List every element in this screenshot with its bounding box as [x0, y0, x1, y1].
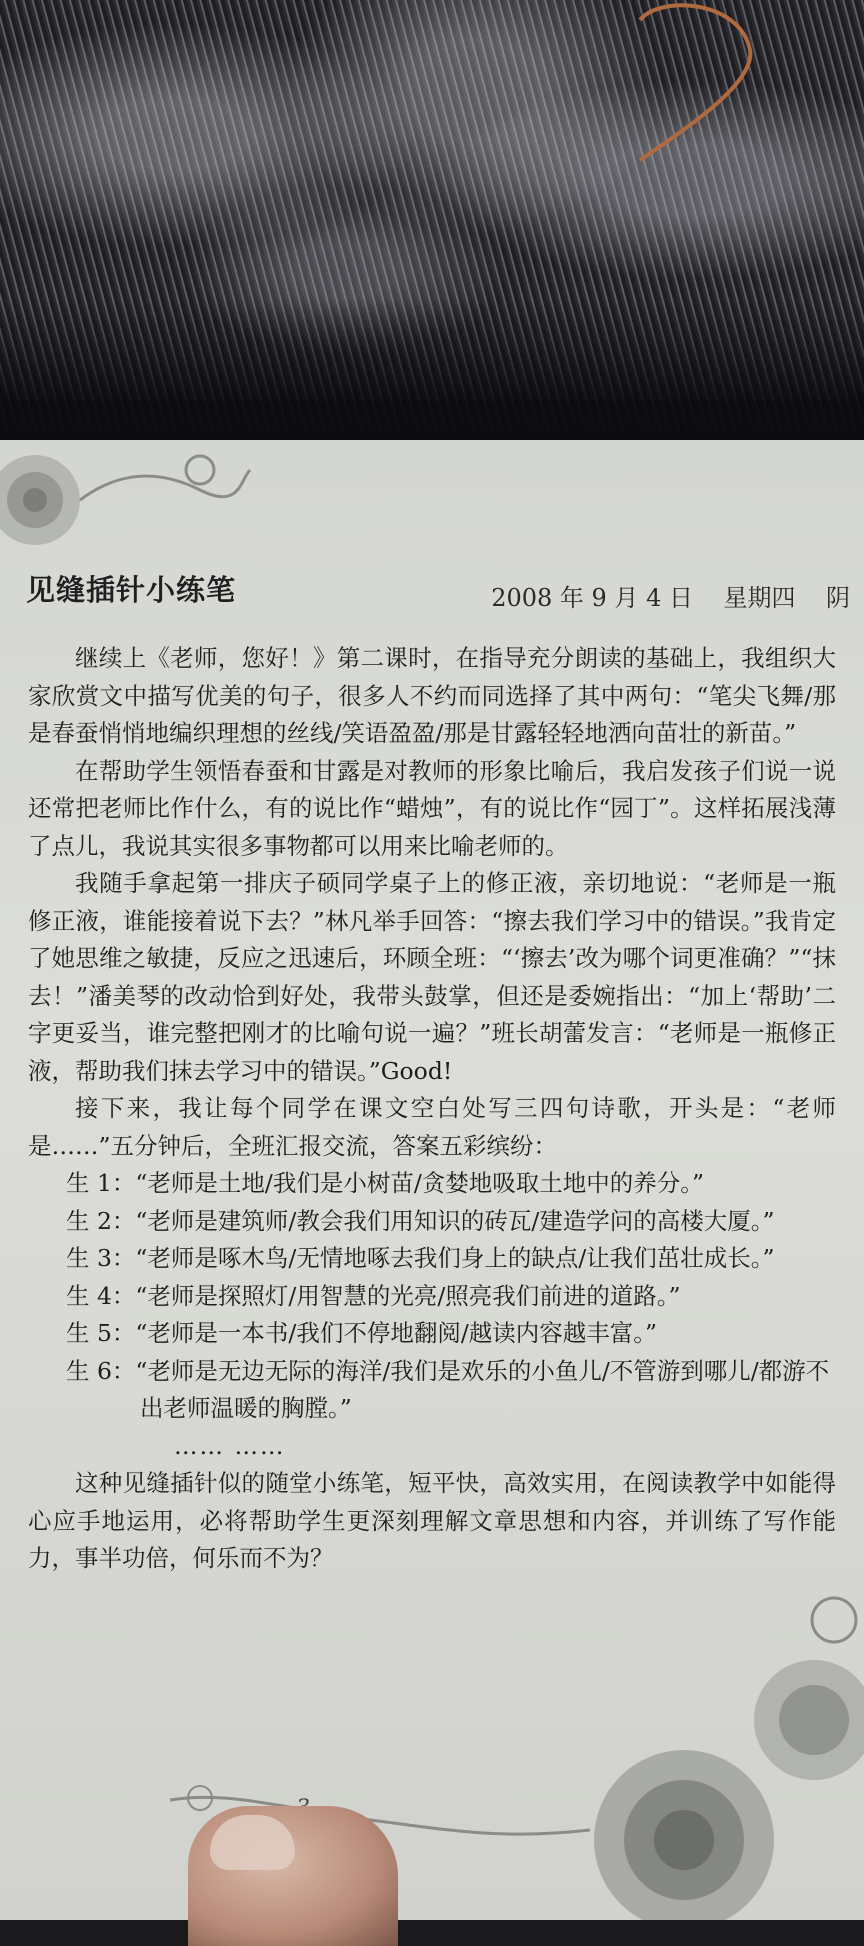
thumbnail-highlight: [210, 1815, 295, 1870]
student-line-6: 生 6：“老师是无边无际的海洋/我们是欢乐的小鱼儿/不管游到哪儿/都游不出老师温暖的胸膛。”: [66, 1356, 830, 1422]
body-text: [28, 640, 836, 1578]
student-line-3: 生 3：“老师是啄木鸟/无情地啄去我们身上的缺点/让我们茁壮成长。”: [66, 1244, 775, 1272]
fur-shadow: [0, 300, 864, 450]
paragraph-4: 接下来，我让每个同学在课文空白处写三四句诗歌，开头是：“老师是……”五分钟后，全班汇报交流，答案五彩缤纷：: [28, 1094, 836, 1160]
paragraph-1: 继续上《老师，您好！》第二课时，在指导充分朗读的基础上，我组织大家欣赏文中描写优美的句子，很多人不约而同选择了其中两句：“笔尖飞舞/那是春蚕悄悄地编织理想的丝线/笑语盈盈/那是甘露轻轻地洒向苗壮的新苗。”: [28, 644, 836, 747]
page-title: 见缝插针小练笔: [26, 573, 237, 607]
paragraph-3: 我随手拿起第一排庆子硕同学桌子上的修正液，亲切地说：“老师是一瓶修正液，谁能接着说下去？”林凡举手回答：“擦去我们学习中的错误。”我肯定了她思维之敏捷，反应之迅速后，环顾全班：“‘擦去’改为哪个词更准确？”“抹去！”潘美琴的改动恰到好处，我带头鼓掌，但还是委婉指出：“加上‘帮助’二字更妥当，谁完整把刚才的比喻句说一遍？”班长胡蕾发言：“老师是一瓶修正液，帮助我们抹去学习中的错误。”Good!: [28, 869, 836, 1085]
ellipsis-line: …… ……: [174, 1431, 286, 1460]
student-line-1: 生 1：“老师是土地/我们是小树苗/贪婪地吸取土地中的养分。”: [66, 1169, 705, 1197]
student-line-5: 生 5：“老师是一本书/我们不停地翻阅/越读内容越丰富。”: [66, 1319, 658, 1347]
entry-date: 2008 年 9 月 4 日 星期四 阴: [491, 584, 850, 612]
copper-wire: [620, 0, 780, 200]
student-line-4: 生 4：“老师是探照灯/用智慧的光亮/照亮我们前进的道路。”: [66, 1281, 681, 1310]
paragraph-5: 这种见缝插针似的随堂小练笔，短平快，高效实用，在阅读教学中如能得心应手地运用，必将帮助学生更深刻理解文章思想和内容，并训练了写作能力，事半功倍，何乐而不为？: [28, 1469, 836, 1572]
paragraph-2: 在帮助学生领悟春蚕和甘露是对教师的形象比喻后，我启发孩子们说一说还常把老师比作什么，有的说比作“蜡烛”，有的说比作“园丁”。这样拓展浅薄了点儿，我说其实很多事物都可以用来比喻老师的。: [28, 756, 836, 860]
student-line-2: 生 2：“老师是建筑师/教会我们用知识的砖瓦/建造学问的高楼大厦。”: [66, 1206, 775, 1235]
